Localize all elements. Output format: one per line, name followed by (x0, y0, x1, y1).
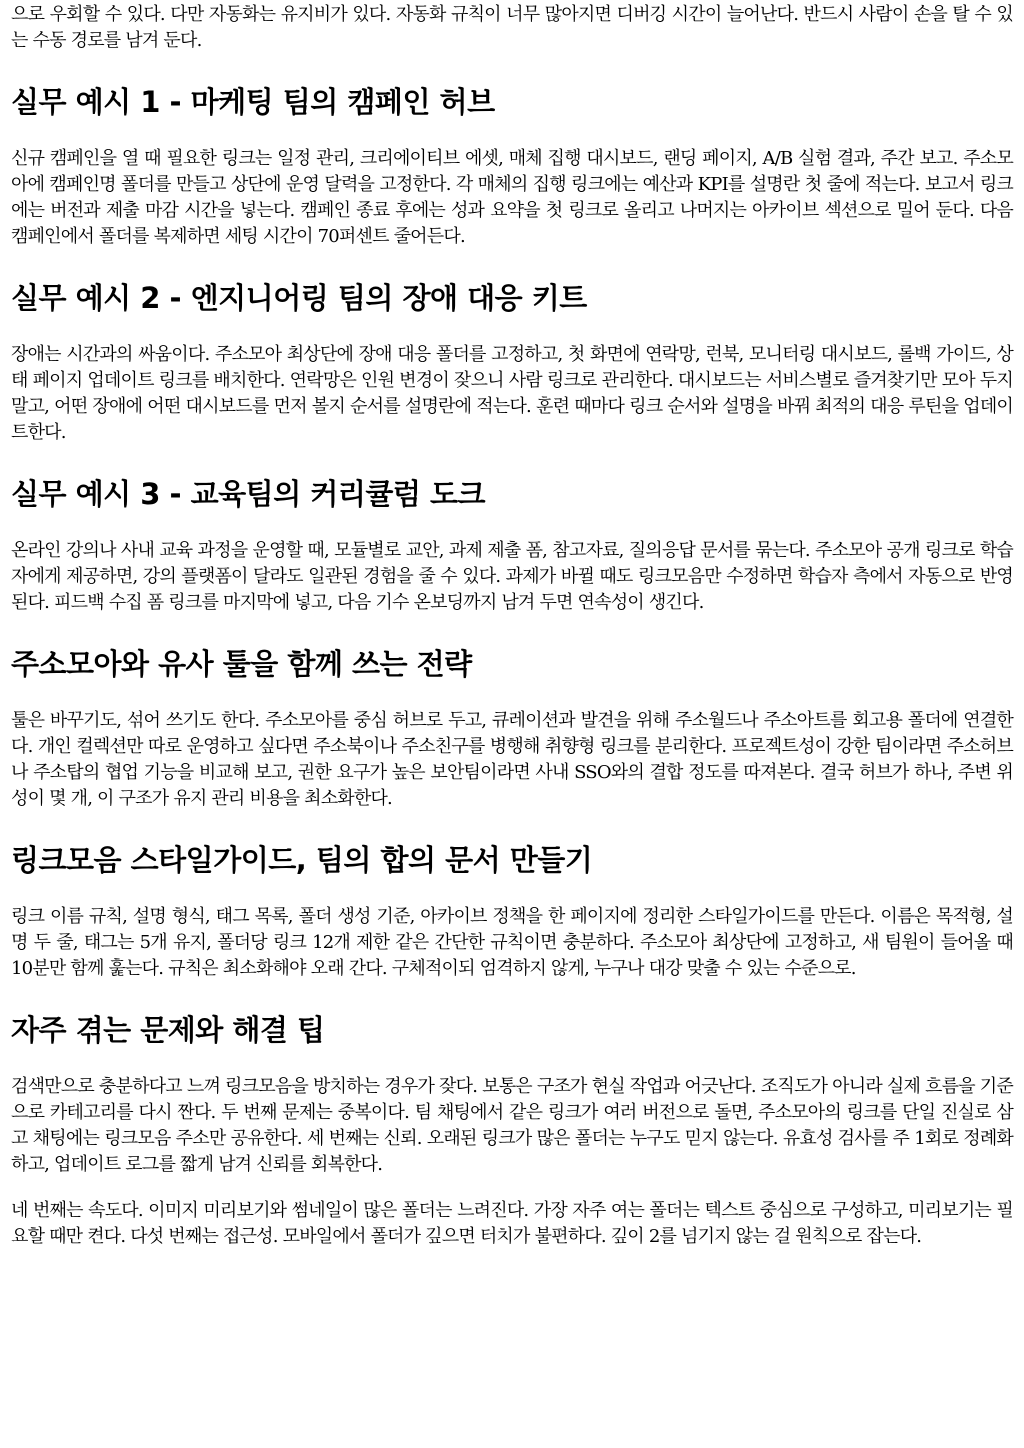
section-paragraph: 신규 캠페인을 열 때 필요한 링크는 일정 관리, 크리에이티브 에셋, 매체 집행 대시보드, 랜딩 페이지, A/B 실험 결과, 주간 보고. 주소모아에 캠페인명 폴더를 만들고 상단에 운영 달력을 고정한다. 각 매체의 집행 링크에는 예산과 KPI를 설명란 첫 줄에 적는다. 보고서 링크에는 버전과 제출 마감 시간을 넣는다. 캠페인 종료 후에는 성과 요약을 첫 링크로 올리고 나머지는 아카이브 섹션으로 밀어 둔다. 다음 캠페인에서 폴더를 복제하면 세팅 시간이 70퍼센트 줄어든다. (11, 148, 1013, 247)
section-heading-engineering: 실무 예시 2 - 엔지니어링 팀의 장애 대응 키트 (11, 281, 587, 315)
section-paragraph: 툴은 바꾸기도, 섞어 쓰기도 한다. 주소모아를 중심 허브로 두고, 큐레이션과 발견을 위해 주소월드나 주소아트를 회고용 폴더에 연결한다. 개인 컬렉션만 따로 운영하고 싶다면 주소북이나 주소친구를 병행해 취향형 링크를 분리한다. 프로젝트성이 강한 팀이라면 주소허브나 주소탑의 협업 기능을 비교해 보고, 권한 요구가 높은 보안팀이라면 사내 SSO와의 결합 정도를 따져본다. 결국 허브가 하나, 주변 위성이 몇 개, 이 구조가 유지 관리 비용을 최소화한다. (11, 710, 1013, 809)
section-heading-education: 실무 예시 3 - 교육팀의 커리큘럼 도크 (11, 477, 485, 511)
section-paragraph: 장애는 시간과의 싸움이다. 주소모아 최상단에 장애 대응 폴더를 고정하고, 첫 화면에 연락망, 런북, 모니터링 대시보드, 롤백 가이드, 상태 페이지 업데이트 링크를 배치한다. 연락망은 인원 변경이 잦으니 사람 링크로 관리한다. 대시보드는 서비스별로 즐겨찾기만 모아 두지 말고, 어떤 장애에 어떤 대시보드를 먼저 볼지 순서를 설명란에 적는다. 훈련 때마다 링크 순서와 설명을 바꿔 최적의 대응 루틴을 업데이트한다. (11, 344, 1013, 443)
section-paragraph: 검색만으로 충분하다고 느껴 링크모음을 방치하는 경우가 잦다. 보통은 구조가 현실 작업과 어긋난다. 조직도가 아니라 실제 흐름을 기준으로 카테고리를 다시 짠다. 두 번째 문제는 중복이다. 팀 채팅에서 같은 링크가 여러 버전으로 돌면, 주소모아의 링크를 단일 진실로 삼고 채팅에는 링크모음 주소만 공유한다. 세 번째는 신뢰. 오래된 링크가 많은 폴더는 누구도 믿지 않는다. 유효성 검사를 주 1회로 정례화하고, 업데이트 로그를 짧게 남겨 신뢰를 회복한다. (11, 1076, 1013, 1175)
section-heading-marketing: 실무 예시 1 - 마케팅 팀의 캠페인 허브 (11, 85, 495, 119)
intro-paragraph: 으로 우회할 수 있다. 다만 자동화는 유지비가 있다. 자동화 규칙이 너무 많아지면 디버깅 시간이 늘어난다. 반드시 사람이 손을 탈 수 있는 수동 경로를 남겨 둔다. (11, 4, 1013, 51)
section-heading-troubleshooting: 자주 겪는 문제와 해결 팁 (11, 1013, 325, 1047)
document-page (11, 0, 1013, 1250)
section-paragraph: 네 번째는 속도다. 이미지 미리보기와 썸네일이 많은 폴더는 느려진다. 가장 자주 여는 폴더는 텍스트 중심으로 구성하고, 미리보기는 필요할 때만 켠다. 다섯 번째는 접근성. 모바일에서 폴더가 깊으면 터치가 불편하다. 깊이 2를 넘기지 않는 걸 원칙으로 잡는다. (11, 1200, 1013, 1247)
section-heading-styleguide: 링크모음 스타일가이드, 팀의 합의 문서 만들기 (11, 843, 593, 877)
section-paragraph: 온라인 강의나 사내 교육 과정을 운영할 때, 모듈별로 교안, 과제 제출 폼, 참고자료, 질의응답 문서를 묶는다. 주소모아 공개 링크로 학습자에게 제공하면, 강의 플랫폼이 달라도 일관된 경험을 줄 수 있다. 과제가 바뀔 때도 링크모음만 수정하면 학습자 측에서 자동으로 반영된다. 피드백 수집 폼 링크를 마지막에 넣고, 다음 기수 온보딩까지 남겨 두면 연속성이 생긴다. (11, 540, 1013, 613)
section-paragraph: 링크 이름 규칙, 설명 형식, 태그 목록, 폴더 생성 기준, 아카이브 정책을 한 페이지에 정리한 스타일가이드를 만든다. 이름은 목적형, 설명 두 줄, 태그는 5개 유지, 폴더당 링크 12개 제한 같은 간단한 규칙이면 충분하다. 주소모아 최상단에 고정하고, 새 팀원이 들어올 때 10분만 함께 훑는다. 규칙은 최소화해야 오래 간다. 구체적이되 엄격하지 않게, 누구나 대강 맞출 수 있는 수준으로. (11, 906, 1013, 979)
section-heading-strategy: 주소모아와 유사 툴을 함께 쓰는 전략 (11, 647, 472, 681)
